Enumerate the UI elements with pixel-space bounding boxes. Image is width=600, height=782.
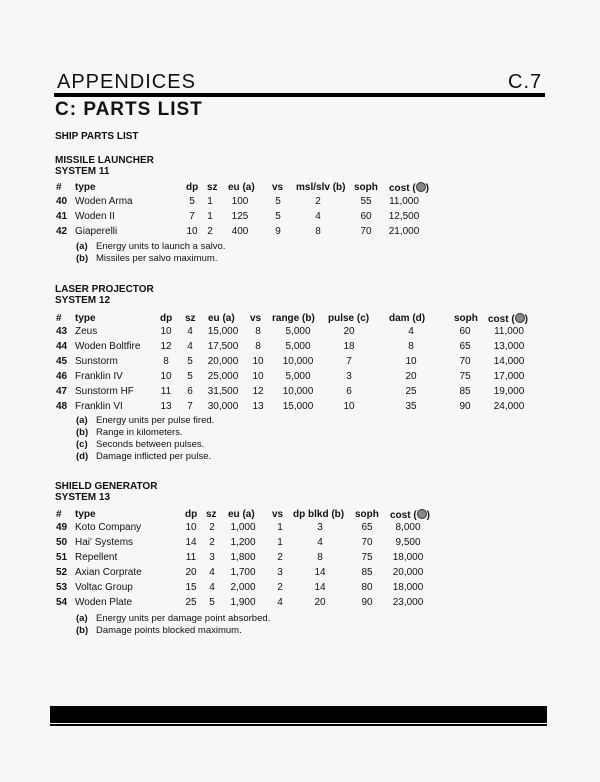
missile-cell: 1 xyxy=(207,196,213,207)
shield-cell: Voltac Group xyxy=(75,582,133,593)
shield-cell: Woden Plate xyxy=(75,597,133,608)
shield-cell: 9,500 xyxy=(395,537,421,548)
shield-note xyxy=(76,625,242,636)
note-key: (b) xyxy=(76,427,89,438)
note-text: Energy units per pulse fired. xyxy=(96,415,215,426)
missile-cell: 125 xyxy=(231,211,249,222)
shield-cell: 65 xyxy=(361,522,373,533)
missile-cell: 2 xyxy=(207,226,213,237)
missile-note xyxy=(76,241,225,252)
section-heading: APPENDICES xyxy=(57,71,196,93)
laser-cell: 5,000 xyxy=(285,326,311,337)
shield-cell: 8,000 xyxy=(395,522,421,533)
laser-cell: 70 xyxy=(459,356,471,367)
laser-cell: 5,000 xyxy=(285,341,311,352)
missile-cell: 5 xyxy=(275,211,281,222)
missile-system: SYSTEM 11 xyxy=(55,166,110,177)
shield-cell: 15 xyxy=(185,582,197,593)
shield-system: SYSTEM 13 xyxy=(55,492,111,503)
subtitle: SHIP PARTS LIST xyxy=(55,131,139,142)
missile-cell: 11,000 xyxy=(389,196,419,207)
note-key: (b) xyxy=(76,625,89,636)
missile-cell: 100 xyxy=(231,196,249,207)
missile-cell: 60 xyxy=(360,211,372,222)
shield-col-header: sz xyxy=(206,509,217,520)
laser-cell: 7 xyxy=(346,356,352,367)
laser-cell: 17,500 xyxy=(207,341,239,352)
shield-cell: 1 xyxy=(277,522,283,533)
shield-col-header: dp blkd (b) xyxy=(293,509,345,520)
laser-cell: 13,000 xyxy=(493,341,525,352)
laser-cell: 45 xyxy=(56,356,68,367)
shield-col-header: vs xyxy=(272,509,284,520)
laser-cell: 47 xyxy=(56,386,68,397)
laser-cell: 7 xyxy=(187,401,193,412)
header-rule xyxy=(54,93,545,97)
laser-cell: 5 xyxy=(187,356,193,367)
laser-cell: 85 xyxy=(459,386,471,397)
laser-cell: 10 xyxy=(343,401,355,412)
laser-cell: 11 xyxy=(160,386,172,397)
laser-cell: 5,000 xyxy=(285,371,311,382)
laser-cell: 11,000 xyxy=(494,326,524,337)
laser-cell: 10,000 xyxy=(282,386,314,397)
laser-cell: 15,000 xyxy=(282,401,314,412)
shield-cell: 4 xyxy=(209,582,215,593)
shield-cell: Axian Corprate xyxy=(75,567,142,578)
laser-col-header: dam (d) xyxy=(389,313,426,324)
laser-cell: 31,500 xyxy=(207,386,239,397)
laser-col-header: cost ( ) xyxy=(488,314,529,325)
note-key: (c) xyxy=(76,439,88,450)
laser-cell: 6 xyxy=(346,386,352,397)
laser-cell: 20 xyxy=(343,326,355,337)
laser-cell: 8 xyxy=(255,326,261,337)
laser-cell: 12 xyxy=(252,386,264,397)
missile-col-header: # xyxy=(56,182,62,193)
missile-cell: 9 xyxy=(275,226,281,237)
missile-cell: 10 xyxy=(186,226,198,237)
laser-cell: 14,000 xyxy=(493,356,525,367)
laser-cell: 24,000 xyxy=(493,401,525,412)
laser-cell: 19,000 xyxy=(493,386,525,397)
laser-col-header: vs xyxy=(250,313,262,324)
missile-col-header: eu (a) xyxy=(228,182,255,193)
shield-cell: 14 xyxy=(314,582,326,593)
laser-cell: 3 xyxy=(346,371,352,382)
shield-cell: 85 xyxy=(361,567,373,578)
laser-cell: 75 xyxy=(459,371,471,382)
shield-cell: 10 xyxy=(185,522,197,533)
shield-col-header: soph xyxy=(355,509,379,520)
missile-cell: 42 xyxy=(56,226,68,237)
missile-cell: 8 xyxy=(315,226,321,237)
laser-cell: 43 xyxy=(56,326,68,337)
laser-cell: Franklin VI xyxy=(75,401,123,412)
shield-cell: 1,900 xyxy=(230,597,256,608)
laser-col-header: eu (a) xyxy=(208,313,235,324)
note-text: Energy units per damage point absorbed. xyxy=(96,613,271,624)
laser-cell: 18 xyxy=(343,341,355,352)
laser-cell: Zeus xyxy=(75,326,98,337)
shield-cell: 3 xyxy=(277,567,283,578)
missile-title: MISSILE LAUNCHER xyxy=(55,155,154,166)
laser-note xyxy=(76,451,211,462)
shield-cell: 11 xyxy=(185,552,197,563)
laser-cell: 4 xyxy=(187,326,193,337)
laser-cell: 10 xyxy=(405,356,417,367)
note-text: Range in kilometers. xyxy=(96,427,183,438)
note-key: (a) xyxy=(76,613,88,624)
shield-cell: Hai' Systems xyxy=(75,537,134,548)
shield-cell: 4 xyxy=(209,567,215,578)
shield-title: SHIELD GENERATOR xyxy=(55,481,158,492)
shield-cell: 80 xyxy=(361,582,373,593)
note-key: (a) xyxy=(76,415,88,426)
shield-cell: 2,000 xyxy=(230,582,256,593)
missile-cell: 70 xyxy=(360,226,372,237)
note-text: Damage points blocked maximum. xyxy=(96,625,242,636)
missile-cell: Giaperelli xyxy=(75,226,118,237)
laser-cell: 8 xyxy=(163,356,169,367)
shield-col-header: dp xyxy=(185,509,198,520)
laser-cell: 20,000 xyxy=(207,356,239,367)
missile-cell: 21,000 xyxy=(388,226,420,237)
page-number: C.7 xyxy=(508,71,543,93)
shield-cell: 1 xyxy=(277,537,283,548)
shield-cell: 52 xyxy=(56,567,68,578)
note-key: (a) xyxy=(76,241,88,252)
laser-cell: 8 xyxy=(408,341,414,352)
laser-col-header: soph xyxy=(454,313,478,324)
laser-cell: 90 xyxy=(459,401,471,412)
shield-section xyxy=(55,481,157,503)
missile-col-header: vs xyxy=(272,182,284,193)
shield-cell: 50 xyxy=(56,537,68,548)
laser-cell: 48 xyxy=(56,401,68,412)
shield-cell: 3 xyxy=(209,552,215,563)
shield-cell: 1,200 xyxy=(230,537,256,548)
shield-col-header: cost ( ) xyxy=(390,510,431,521)
laser-col-header: range (b) xyxy=(272,313,315,324)
laser-cell: 12 xyxy=(160,341,172,352)
laser-cell: 10 xyxy=(160,371,172,382)
laser-cell: 13 xyxy=(160,401,172,412)
missile-cell: 41 xyxy=(56,211,68,222)
page-title: C: PARTS LIST xyxy=(55,99,203,120)
footer-rule xyxy=(50,724,547,726)
laser-cell: 10 xyxy=(252,356,264,367)
shield-cell: 18,000 xyxy=(392,552,424,563)
laser-cell: 6 xyxy=(187,386,193,397)
note-text: Energy units to launch a salvo. xyxy=(96,241,226,252)
shield-cell: 2 xyxy=(277,582,283,593)
missile-cell: 400 xyxy=(231,226,249,237)
shield-cell: Repellent xyxy=(75,552,118,563)
missile-cell: 7 xyxy=(189,211,195,222)
shield-cell: 1,000 xyxy=(230,522,256,533)
missile-col-header: cost ( ) xyxy=(389,183,430,194)
shield-col-header: type xyxy=(75,509,96,520)
laser-note xyxy=(76,427,183,438)
missile-cell: 12,500 xyxy=(388,211,420,222)
shield-cell: 25 xyxy=(185,597,197,608)
shield-cell: 20 xyxy=(185,567,197,578)
shield-cell: 23,000 xyxy=(392,597,424,608)
laser-cell: 10 xyxy=(160,326,172,337)
shield-cell: 4 xyxy=(317,537,323,548)
missile-col-header: msl/slv (b) xyxy=(296,182,346,193)
laser-col-header: type xyxy=(75,313,96,324)
shield-cell: 2 xyxy=(277,552,283,563)
laser-cell: 13 xyxy=(252,401,264,412)
laser-cell: Franklin IV xyxy=(75,371,123,382)
shield-cell: 53 xyxy=(56,582,68,593)
note-key: (b) xyxy=(76,253,89,264)
shield-col-header: eu (a) xyxy=(228,509,255,520)
shield-col-header: # xyxy=(56,509,62,520)
footer-band xyxy=(50,706,547,723)
missile-cell: 5 xyxy=(275,196,281,207)
shield-cell: 75 xyxy=(361,552,373,563)
laser-cell: 60 xyxy=(459,326,471,337)
missile-col-header: type xyxy=(75,182,96,193)
laser-section xyxy=(55,284,154,306)
shield-cell: 3 xyxy=(317,522,323,533)
missile-note xyxy=(76,253,217,264)
laser-cell: 35 xyxy=(405,401,417,412)
missile-cell: 40 xyxy=(56,196,68,207)
laser-col-header: # xyxy=(56,313,62,324)
shield-cell: 5 xyxy=(209,597,215,608)
laser-cell: 4 xyxy=(187,341,193,352)
laser-cell: Sunstorm xyxy=(75,356,118,367)
laser-cell: 20 xyxy=(405,371,417,382)
missile-col-header: dp xyxy=(186,182,199,193)
laser-system: SYSTEM 12 xyxy=(55,295,111,306)
credit-coin-icon xyxy=(515,313,525,323)
laser-cell: 10 xyxy=(252,371,264,382)
shield-note xyxy=(76,613,270,624)
missile-col-header: sz xyxy=(207,182,218,193)
shield-cell: 49 xyxy=(56,522,68,533)
missile-cell: Woden Arma xyxy=(75,196,133,207)
missile-cell: 4 xyxy=(315,211,321,222)
laser-col-header: sz xyxy=(185,313,196,324)
laser-cell: 4 xyxy=(408,326,414,337)
laser-cell: 5 xyxy=(187,371,193,382)
credit-coin-icon xyxy=(417,509,427,519)
note-key: (d) xyxy=(76,451,89,462)
laser-cell: 30,000 xyxy=(207,401,239,412)
missile-cell: 5 xyxy=(189,196,195,207)
laser-cell: Woden Boltfire xyxy=(75,341,141,352)
missile-cell: 2 xyxy=(315,196,321,207)
laser-cell: 15,000 xyxy=(207,326,239,337)
shield-cell: 70 xyxy=(361,537,373,548)
laser-title: LASER PROJECTOR xyxy=(55,284,154,295)
shield-cell: 18,000 xyxy=(392,582,424,593)
missile-cell: 1 xyxy=(207,211,213,222)
note-text: Damage inflicted per pulse. xyxy=(96,451,212,462)
laser-cell: Sunstorm HF xyxy=(75,386,134,397)
shield-cell: 1,800 xyxy=(230,552,256,563)
laser-cell: 46 xyxy=(56,371,68,382)
shield-cell: Koto Company xyxy=(75,522,142,533)
shield-cell: 51 xyxy=(56,552,68,563)
shield-cell: 1,700 xyxy=(230,567,256,578)
note-text: Missiles per salvo maximum. xyxy=(96,253,218,264)
note-text: Seconds between pulses. xyxy=(96,439,205,450)
laser-cell: 8 xyxy=(255,341,261,352)
laser-cell: 65 xyxy=(459,341,471,352)
laser-cell: 25,000 xyxy=(207,371,239,382)
shield-cell: 2 xyxy=(209,522,215,533)
laser-col-header: dp xyxy=(160,313,173,324)
laser-cell: 25 xyxy=(405,386,417,397)
laser-cell: 17,000 xyxy=(493,371,525,382)
missile-cell: 55 xyxy=(360,196,372,207)
missile-col-header: soph xyxy=(354,182,378,193)
missile-section xyxy=(55,155,154,177)
laser-note xyxy=(76,415,214,426)
shield-cell: 90 xyxy=(361,597,373,608)
missile-cell: Woden II xyxy=(75,211,115,222)
shield-cell: 20,000 xyxy=(392,567,424,578)
laser-note xyxy=(76,439,204,450)
laser-cell: 10,000 xyxy=(282,356,314,367)
shield-cell: 4 xyxy=(277,597,283,608)
shield-cell: 2 xyxy=(209,537,215,548)
shield-cell: 14 xyxy=(314,567,326,578)
shield-cell: 20 xyxy=(314,597,326,608)
credit-coin-icon xyxy=(416,182,426,192)
shield-cell: 14 xyxy=(185,537,197,548)
shield-cell: 54 xyxy=(56,597,68,608)
laser-cell: 44 xyxy=(56,341,68,352)
shield-cell: 8 xyxy=(317,552,323,563)
laser-col-header: pulse (c) xyxy=(328,313,370,324)
